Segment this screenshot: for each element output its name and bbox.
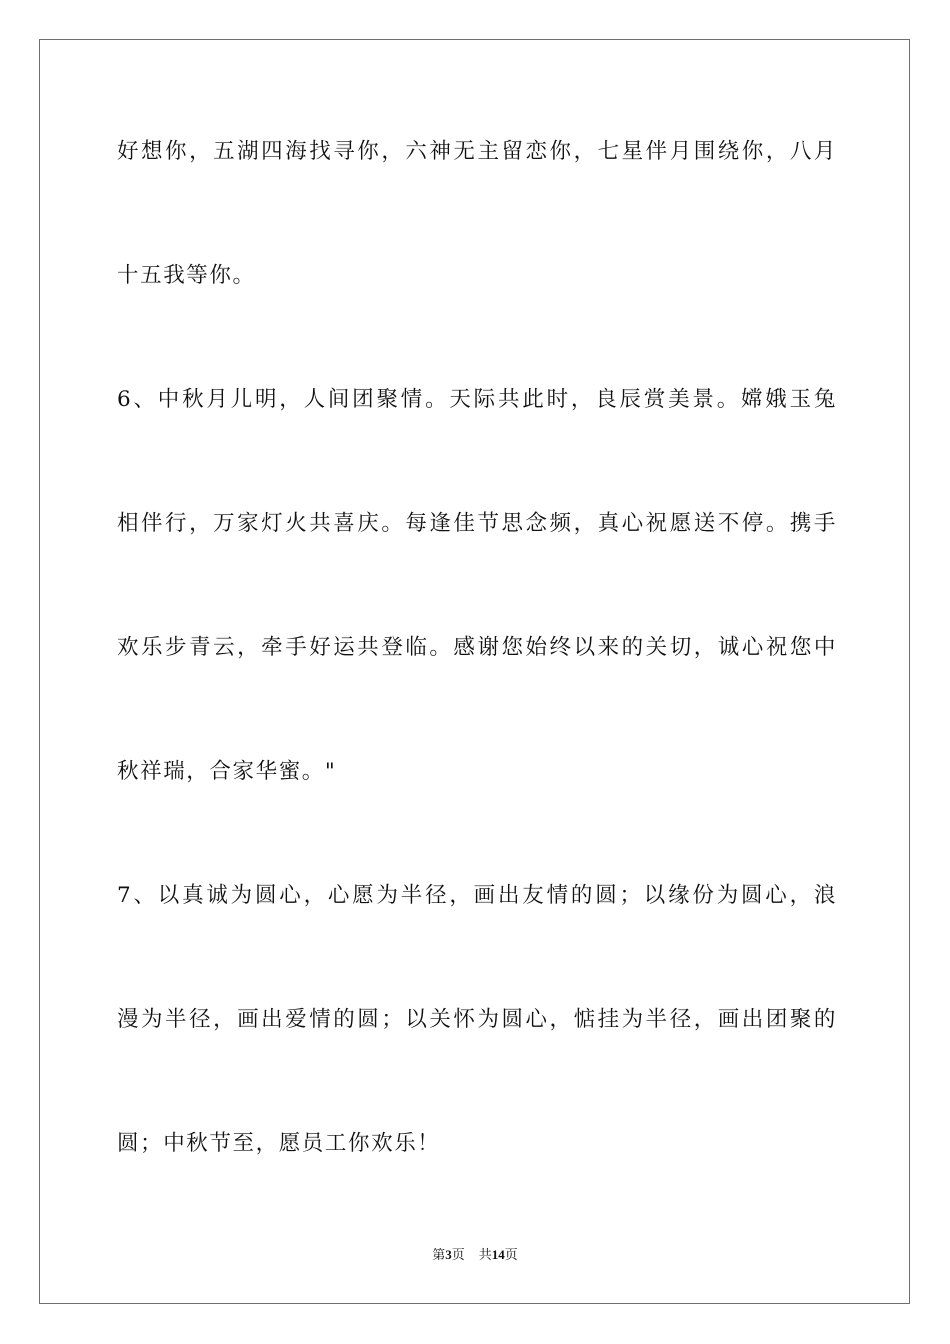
body-line-2: 十五我等你。 (117, 263, 256, 288)
body-line-9: 圆；中秋节至，愿员工你欢乐！ (117, 1131, 441, 1156)
total-prefix: 共 (478, 1247, 492, 1262)
body-line-7: 7、以真诚为圆心，心愿为半径，画出友情的圆；以缘份为圆心，浪 (117, 883, 837, 908)
body-line-4: 相伴行，万家灯火共喜庆。每逢佳节思念频，真心祝愿送不停。携手 (117, 511, 837, 536)
page-frame (39, 39, 910, 1304)
page-total: 14 (491, 1247, 505, 1262)
body-line-8: 漫为半径，画出爱情的圆；以关怀为圆心，惦挂为半径，画出团聚的 (117, 1007, 837, 1032)
total-suffix: 页 (504, 1247, 518, 1262)
body-line-1: 好想你，五湖四海找寻你，六神无主留恋你，七星伴月围绕你，八月 (117, 139, 837, 164)
body-line-5: 欢乐步青云，牵手好运共登临。感谢您始终以来的关切，诚心祝您中 (117, 635, 837, 660)
page-footer (0, 1246, 950, 1264)
page-current: 3 (445, 1247, 452, 1262)
page-prefix: 第 (432, 1247, 446, 1262)
page-suffix: 页 (451, 1247, 465, 1262)
body-line-3: 6、中秋月儿明，人间团聚情。天际共此时，良辰赏美景。嫦娥玉兔 (117, 387, 837, 412)
body-line-6: 秋祥瑞，合家华蜜。" (117, 759, 337, 784)
